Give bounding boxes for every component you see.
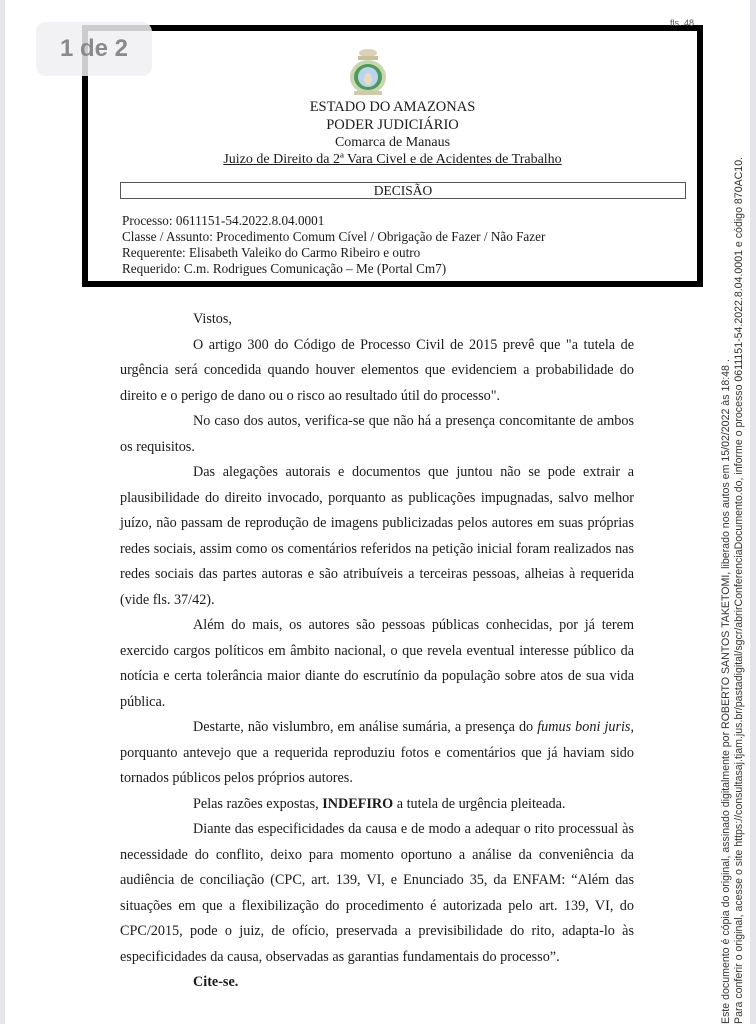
paragraph: O artigo 300 do Código de Processo Civil de 2015 prevê que "a tutela de urgência será concedida quando houver elementos que evidenciem a probabilidade do direito e o perigo de dano ou o risco ao resultado útil do processo". [120,336,634,404]
paragraph [120,715,634,792]
watermark-line-2: Para conferir o original, acesse o site https://consultasaj.tjam.jus.br/pastadigital/sgcr/abrirConferenciaDocumento.do, informe o processo 0611151-54.2022.8.04.0001 e código 870AC10. [732,156,745,1024]
paragraph [120,792,634,818]
page-indicator: 1 de 2 [36,22,152,76]
header-district: Comarca de Manaus [334,135,451,150]
paragraph: Além do mais, os autores são pessoas públicas conhecidas, por já terem exercido cargos políticos em âmbito nacional, o que revela eventual interesse público da notícia e certa tolerância maior diante do escrutínio da população sobre atos de sua vida pública. [120,617,634,710]
paragraph-cite: Cite-se. [193,974,239,990]
case-metadata [122,213,545,277]
paragraph: Vistos, [193,311,232,327]
digital-signature-watermark [720,104,745,1024]
text-run: Pelas razões expostas, [193,795,323,812]
header-state: ESTADO DO AMAZONAS [309,99,476,115]
paragraph: Das alegações autorais e documentos que juntou não se pode extrair a plausibilidade do direito invocado, porquanto as publicações impugnadas, salvo melhor juízo, não passam de reprodução de imagens publicizadas pelos autores em suas próprias redes sociais, assim como os comentários referidos na petição inicial foram realizados nas redes sociais das partes autoras e são atribuíveis a terceiras pessoas, alheias à requerida (vide fls. 37/42). [120,464,634,608]
coat-of-arms-icon [346,45,390,97]
document-type-title: DECISÃO [120,182,686,199]
defendant: Requerido: C.m. Rodrigues Comunicação – Me (Portal Cm7) [122,261,447,276]
plaintiff: Requerente: Elisabeth Valeiko do Carmo Ribeiro e outro [122,245,421,260]
document-header [82,25,703,287]
ruling-keyword: INDEFIRO [322,795,394,812]
header-court: Juizo de Direito da 2ª Vara Civel e de Acidentes de Trabalho [223,152,562,167]
text-run: a tutela de urgência pleiteada. [393,795,566,812]
text-run: Destarte, não vislumbro, em análise sumária, a presença do [193,719,538,735]
page-number-stamp: fls. 48 [670,18,695,28]
latin-term: fumus boni juris [537,719,631,735]
case-number: Processo: 0611151-54.2022.8.04.0001 [122,213,325,228]
viewer-frame-left [0,0,5,1024]
decision-body [120,307,634,996]
case-class: Classe / Assunto: Procedimento Comum Cível / Obrigação de Fazer / Não Fazer [122,229,546,244]
watermark-line-1: Este documento é cópia do original, assinado digitalmente por ROBERTO SANTOS TAKETOMI, liberado nos autos em 15/02/2022 às 18:48 . [720,359,732,1024]
paragraph: No caso dos autos, verifica-se que não há a presença concomitante de ambos os requisitos. [120,413,634,455]
viewer-scrollbar[interactable] [750,0,756,1024]
paragraph: Diante das especificidades da causa e de modo a adequar o rito processual às necessidade do conflito, deixo para momento oportuno a análise da conveniência da audiência de conciliação (CPC, art. 139, VI, e Enunciado 35, da ENFAM: “Além das situações em que a flexibilização do procedimento é autorizada pelo art. 139, VI, do CPC/2015, pode o juiz, de ofício, preservada a previsibilidade do rito, adapta-lo às especificidades da causa, observadas as garantias fundamentais do processo”. [120,821,634,965]
header-judiciary: PODER JUDICIÁRIO [326,117,459,133]
text-run: , porquanto antevejo que a requerida reproduziu fotos e comentários que já haviam sido tornados públicos pelos próprios autores. [120,719,635,786]
